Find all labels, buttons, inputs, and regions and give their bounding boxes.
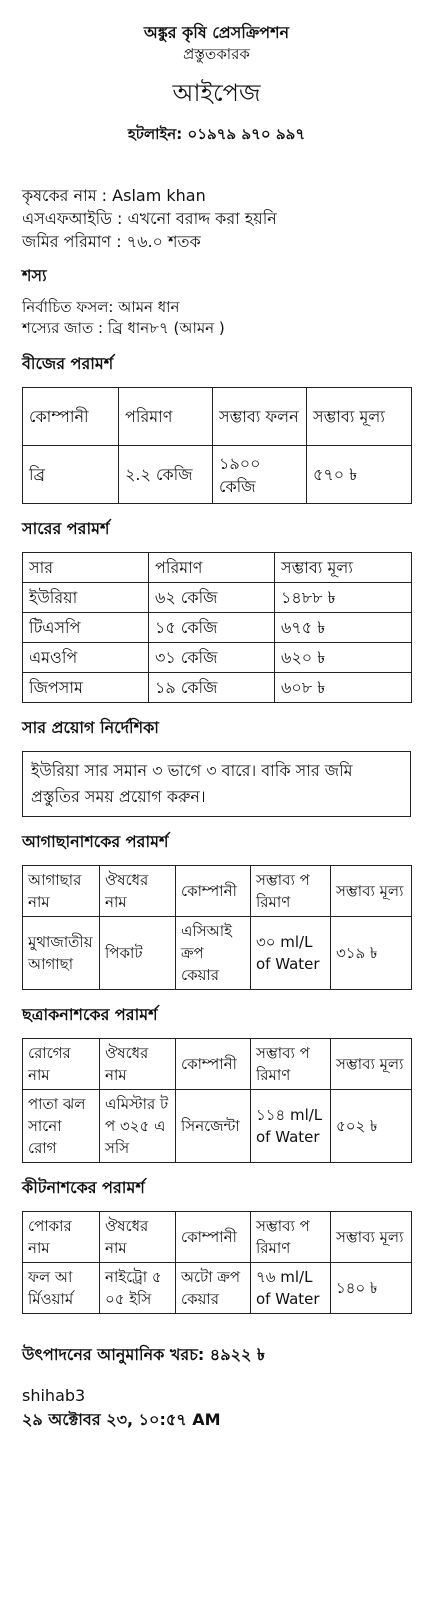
table-row (23, 1263, 412, 1314)
table-cell: ৬২০ ৳ (275, 643, 412, 673)
herbicide-heading: আগাছানাশকের পরামর্শ (22, 832, 169, 851)
fungicide-heading: ছত্রাকনাশকের পরামর্শ (22, 1005, 158, 1024)
table-cell: অটো ক্রপ কেয়ার (176, 1263, 251, 1314)
table-cell: ১৯০০ কেজি (213, 446, 307, 504)
table-cell: ১৪৮৮ ৳ (275, 583, 412, 613)
crop-info (22, 297, 411, 339)
document-title: অঙ্কুর কৃষি প্রেসক্রিপশন (143, 23, 290, 42)
table-header-cell: সম্ভাব্য পরিমাণ (251, 1212, 331, 1263)
farmer-info (22, 184, 411, 253)
table-cell: ২.২ কেজি (119, 446, 213, 504)
table-cell: টিএসপি (23, 613, 149, 643)
table-header-cell: পরিমাণ (149, 553, 275, 583)
table-cell: সিনজেন্টা (176, 1090, 251, 1163)
table-header-cell: সম্ভাব্য মূল্য (331, 866, 412, 917)
table-cell: ১৪০ ৳ (331, 1263, 412, 1314)
table-header-cell: সম্ভাব্য মূল্য (275, 553, 412, 583)
table-cell: জিপসাম (23, 673, 149, 703)
table-header-cell: ঔষধের নাম (100, 866, 176, 917)
table-header-cell: কোম্পানী (176, 1039, 251, 1090)
table-header-cell: পোকার নাম (23, 1212, 100, 1263)
table-cell: ১১৪ ml/L of Water (251, 1090, 331, 1163)
table-cell: নাইট্রো ৫০৫ ইসি (100, 1263, 176, 1314)
table-header-cell: সার (23, 553, 149, 583)
crop-heading: শস্য (22, 266, 47, 285)
table-cell: ৫০২ ৳ (331, 1090, 412, 1163)
table-header-cell: ঔষধের নাম (100, 1039, 176, 1090)
fertilizer-heading: সারের পরামর্শ (22, 519, 110, 538)
table-header-cell: আগাছার নাম (23, 866, 100, 917)
table-header-row (23, 866, 412, 917)
table-row (23, 613, 412, 643)
table-header-cell: কোম্পানী (176, 866, 251, 917)
table-cell: ১৯ কেজি (149, 673, 275, 703)
table-cell: এমওপি (23, 643, 149, 673)
fungicide-table (22, 1038, 412, 1163)
guide-box: ইউরিয়া সার সমান ৩ ভাগে ৩ বারে। বাকি সার জমি প্রস্তুতির সময় প্রয়োগ করুন। (22, 751, 411, 817)
table-cell: ৩১ কেজি (149, 643, 275, 673)
seed-heading: বীজের পরামর্শ (22, 354, 114, 373)
table-row (23, 643, 412, 673)
land-size: জমির পরিমাণ : ৭৬.০ শতক (22, 232, 201, 251)
table-cell: ১৫ কেজি (149, 613, 275, 643)
table-header-cell: পরিমাণ (119, 388, 213, 446)
insecticide-heading: কীটনাশকের পরামর্শ (22, 1178, 145, 1197)
table-cell: ফল আর্মিওয়ার্ম (23, 1263, 100, 1314)
fertilizer-table (22, 552, 412, 703)
table-cell: এসিআই ক্রপ কেয়ার (176, 917, 251, 990)
table-row (23, 917, 412, 990)
table-header-cell: সম্ভাব্য পরিমাণ (251, 866, 331, 917)
table-row (23, 673, 412, 703)
table-header-cell: সম্ভাব্য পরিমাণ (251, 1039, 331, 1090)
table-header-cell: রোগের নাম (23, 1039, 100, 1090)
table-cell: পাতা ঝলসানো রোগ (23, 1090, 100, 1163)
table-cell: মুথাজাতীয় আগাছা (23, 917, 100, 990)
table-header-cell: সম্ভাব্য মূল্য (331, 1039, 412, 1090)
table-cell: ৩০ ml/L of Water (251, 917, 331, 990)
table-cell: ৬৭৫ ৳ (275, 613, 412, 643)
table-row (23, 1090, 412, 1163)
table-cell: ৩১৯ ৳ (331, 917, 412, 990)
table-cell: পিকাট (100, 917, 176, 990)
table-header-row (23, 553, 412, 583)
table-cell: ৫৭০ ৳ (307, 446, 412, 504)
table-cell: ব্রি (23, 446, 119, 504)
table-cell: ৭৬ ml/L of Water (251, 1263, 331, 1314)
hotline: হটলাইন: ০১৯৭৯ ৯৭০ ৯৯৭ (127, 125, 306, 143)
table-header-cell: সম্ভাব্য মূল্য (307, 388, 412, 446)
guide-heading: সার প্রয়োগ নির্দেশিকা (22, 718, 159, 737)
selected-crop: নির্বাচিত ফসল: আমন ধান (22, 298, 180, 316)
table-header-cell: সম্ভাব্য ফলন (213, 388, 307, 446)
username: shihab3 (22, 1386, 86, 1405)
table-cell: ৬০৮ ৳ (275, 673, 412, 703)
table-cell: ৬২ কেজি (149, 583, 275, 613)
table-row (23, 583, 412, 613)
farmer-sfid: এসএফআইডি : এখনো বরাদ্দ করা হয়নি (22, 209, 277, 228)
footer (22, 1384, 411, 1432)
table-header-cell: কোম্পানী (23, 388, 119, 446)
herbicide-table (22, 865, 412, 990)
crop-variety: শস্যের জাত : ব্রি ধান৮৭ (আমন ) (22, 319, 225, 337)
table-header-cell: কোম্পানী (176, 1212, 251, 1263)
seed-table (22, 387, 412, 504)
table-header-row (23, 1039, 412, 1090)
insecticide-table (22, 1211, 412, 1314)
table-header-cell: ঔষধের নাম (100, 1212, 176, 1263)
table-row (23, 446, 412, 504)
table-header-row (23, 388, 412, 446)
estimated-cost: উৎপাদনের আনুমানিক খরচ: ৪৯২২ ৳ (22, 1345, 265, 1364)
prepared-by-label: প্রস্তুতকারক (183, 45, 250, 63)
farmer-name: কৃষকের নাম : Aslam khan (22, 186, 206, 205)
table-cell: ইউরিয়া (23, 583, 149, 613)
table-header-cell: সম্ভাব্য মূল্য (331, 1212, 412, 1263)
table-header-row (23, 1212, 412, 1263)
org-name: আইপেজ (172, 79, 261, 107)
timestamp: ২৯ অক্টোবর ২৩, ১০:৫৭ AM (22, 1410, 221, 1429)
table-cell: এমিস্টার টপ ৩২৫ এসসি (100, 1090, 176, 1163)
